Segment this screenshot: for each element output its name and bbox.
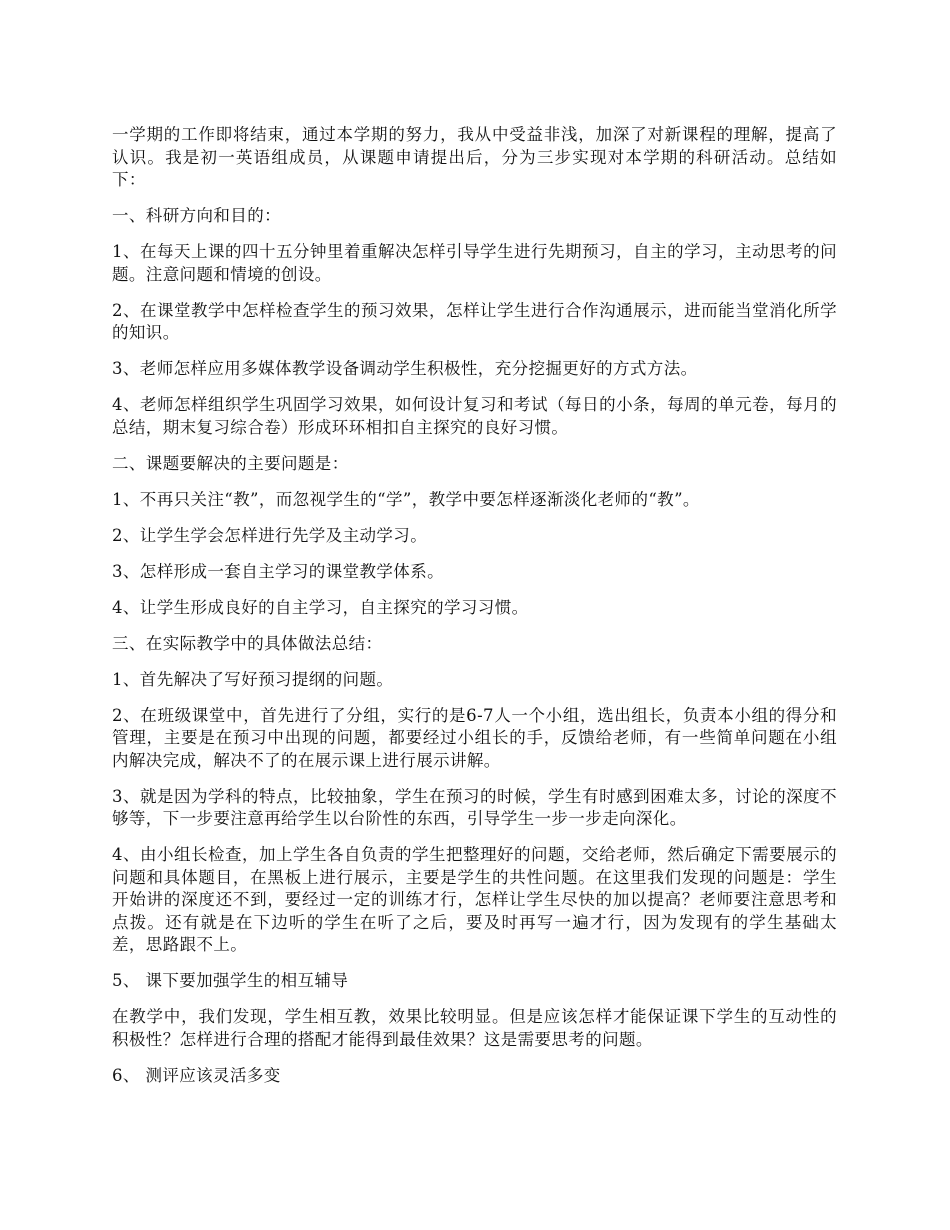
intro-paragraph: 一学期的工作即将结束，通过本学期的努力，我从中受益非浅，加深了对新课程的理解，提高了认识。我是初一英语组成员，从课题申请提出后，分为三步实现对本学期的科研活动。总结如下： — [112, 125, 837, 189]
section-heading-1: 一、科研方向和目的： — [112, 206, 281, 225]
paragraph: 6、 测评应该灵活多变 — [112, 1065, 281, 1085]
paragraph: 2、让学生学会怎样进行先学及主动学习。 — [112, 525, 428, 545]
document-body — [112, 124, 837, 1101]
paragraph: 3、老师怎样应用多媒体教学设备调动学生积极性，充分挖掘更好的方式方法。 — [112, 359, 698, 378]
paragraph: 3、怎样形成一套自主学习的课堂教学体系。 — [112, 561, 444, 581]
paragraph: 在教学中，我们发现，学生相互教，效果比较明显。但是应该怎样才能保证课下学生的互动性的积极性？怎样进行合理的搭配才能得到最佳效果？这是需要思考的问题。 — [112, 1007, 837, 1049]
paragraph: 4、由小组长检查，加上学生各自负责的学生把整理好的问题，交给老师，然后确定下需要展示的问题和具体题目，在黑板上进行展示，主要是学生的共性问题。在这里我们发现的问题是：学生开始讲的深度还不到，要经过一定的训练才行，怎样让学生尽快的加以提高？老师要注意思考和点拨。还有就是在下边听的学生在听了之后，要及时再写一遍才行，因为发现有的学生基础太差，思路跟不上。 — [112, 845, 837, 954]
paragraph: 2、在课堂教学中怎样检查学生的预习效果，怎样让学生进行合作沟通展示，进而能当堂消化所学的知识。 — [112, 300, 837, 342]
paragraph: 1、首先解决了写好预习提纲的问题。 — [112, 669, 394, 689]
section-heading-2: 二、课题要解决的主要问题是： — [112, 453, 349, 473]
paragraph: 1、在每天上课的四十五分钟里着重解决怎样引导学生进行先期预习，自主的学习，主动思考的问题。注意问题和情境的创设。 — [112, 242, 837, 284]
paragraph: 4、让学生形成良好的自主学习，自主探究的学习习惯。 — [112, 597, 529, 617]
paragraph: 4、老师怎样组织学生巩固学习效果，如何设计复习和考试（每日的小条，每周的单元卷，每月的总结，期末复习综合卷）形成环环相扣自主探究的良好习惯。 — [112, 395, 837, 437]
paragraph: 5、 课下要加强学生的相互辅导 — [112, 971, 349, 990]
section-heading-3: 三、在实际教学中的具体做法总结： — [112, 633, 383, 653]
paragraph: 1、不再只关注“教”，而忽视学生的“学”，教学中要怎样逐渐淡化老师的“教”。 — [112, 489, 700, 509]
paragraph: 3、就是因为学科的特点，比较抽象，学生在预习的时候，学生有时感到困难太多，讨论的深度不够等，下一步要注意再给学生以台阶性的东西，引导学生一步一步走向深化。 — [112, 786, 837, 828]
paragraph: 2、在班级课堂中，首先进行了分组，实行的是6-7人一个小组，选出组长，负责本小组的得分和管理，主要是在预习中出现的问题，都要经过小组长的手，反馈给老师，有一些简单问题在小组内解决完成，解决不了的在展示课上进行展示讲解。 — [112, 705, 837, 770]
